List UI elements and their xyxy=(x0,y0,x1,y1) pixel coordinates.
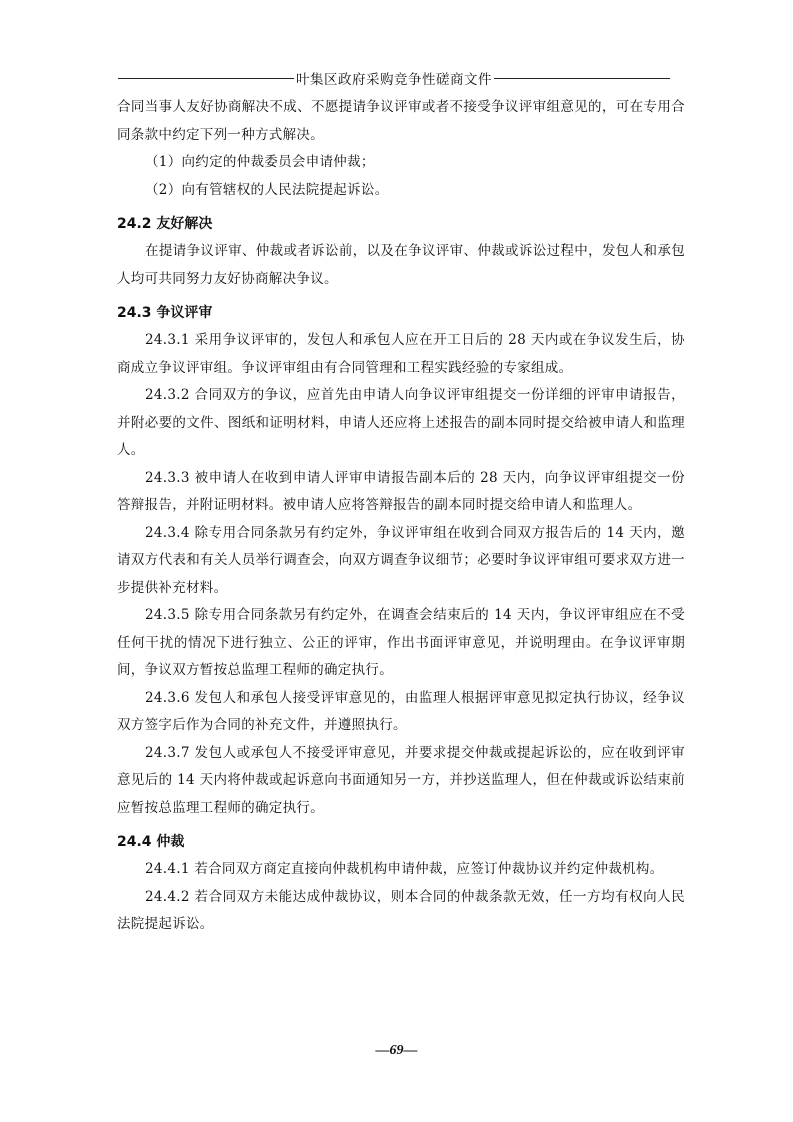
header-rule-left xyxy=(118,78,294,79)
paragraph-24-3-7: 24.3.7 发包人或承包人不接受评审意见，并要求提交仲裁或提起诉讼的，应在收到评审意见后的 14 天内将仲裁或起诉意向书面通知另一方，并抄送监理人，但在仲裁或诉讼结束前应暂按总监理工程师的确定执行。 xyxy=(117,744,685,816)
section-heading-24-4: 24.4 仲裁 xyxy=(117,834,185,850)
document-body xyxy=(117,94,685,939)
page-number: —69— xyxy=(375,1043,418,1058)
paragraph-24-3-5: 24.3.5 除专用合同条款另有约定外，在调查会结束后的 14 天内，争议评审组应在不受任何干扰的情况下进行独立、公正的评审，作出书面评审意见，并说明理由。在争议评审期间，争议双方暂按总监理工程师的确定执行。 xyxy=(117,607,685,678)
paragraph-24-4-2: 24.4.2 若合同双方未能达成仲裁协议，则本合同的仲裁条款无效，任一方均有权向人民法院提起诉讼。 xyxy=(117,888,685,932)
document-header xyxy=(118,68,670,88)
paragraph-24-3-4: 24.3.4 除专用合同条款另有约定外，争议评审组在收到合同双方报告后的 14 天内，邀请双方代表和有关人员举行调查会，向双方调查争议细节；必要时争议评审组可要求双方进一步提供补充材料。 xyxy=(117,524,685,596)
option-litigation: （2）向有管辖权的人民法院提起诉讼。 xyxy=(145,181,389,198)
header-title: 叶集区政府采购竞争性磋商文件 xyxy=(296,72,492,88)
paragraph-24-3-6: 24.3.6 发包人和承包人接受评审意见的，由监理人根据评审意见拟定执行协议，经争议双方签字后作为合同的补充文件，并遵照执行。 xyxy=(117,689,685,733)
paragraph-24-3-2: 24.3.2 合同双方的争议，应首先由申请人向争议评审组提交一份详细的评审申请报告，并附必要的文件、图纸和证明材料，申请人还应将上述报告的副本同时提交给被申请人和监理人。 xyxy=(117,387,685,458)
section-heading-24-3: 24.3 争议评审 xyxy=(117,305,213,321)
header-rule-right xyxy=(494,78,670,79)
paragraph-24-2: 在提请争议评审、仲裁或者诉讼前，以及在争议评审、仲裁或诉讼过程中，发包人和承包人均可共同努力友好协商解决争议。 xyxy=(117,243,685,287)
option-arbitration: （1）向约定的仲裁委员会申请仲裁； xyxy=(145,154,375,170)
paragraph-24-3-1: 24.3.1 采用争议评审的，发包人和承包人应在开工日后的 28 天内或在争议发生后，协商成立争议评审组。争议评审组由有合同管理和工程实践经验的专家组成。 xyxy=(117,332,685,376)
intro-paragraph: 合同当事人友好协商解决不成、不愿提请争议评审或者不接受争议评审组意见的，可在专用合同条款中约定下列一种方式解决。 xyxy=(117,99,685,143)
paragraph-24-3-3: 24.3.3 被申请人在收到申请人评审申请报告副本后的 28 天内，向争议评审组提交一份答辩报告，并附证明材料。被申请人应将答辩报告的副本同时提交给申请人和监理人。 xyxy=(117,469,685,513)
paragraph-24-4-1: 24.4.1 若合同双方商定直接向仲裁机构申请仲裁，应签订仲裁协议并约定仲裁机构。 xyxy=(145,861,664,877)
section-heading-24-2: 24.2 友好解决 xyxy=(117,216,213,232)
